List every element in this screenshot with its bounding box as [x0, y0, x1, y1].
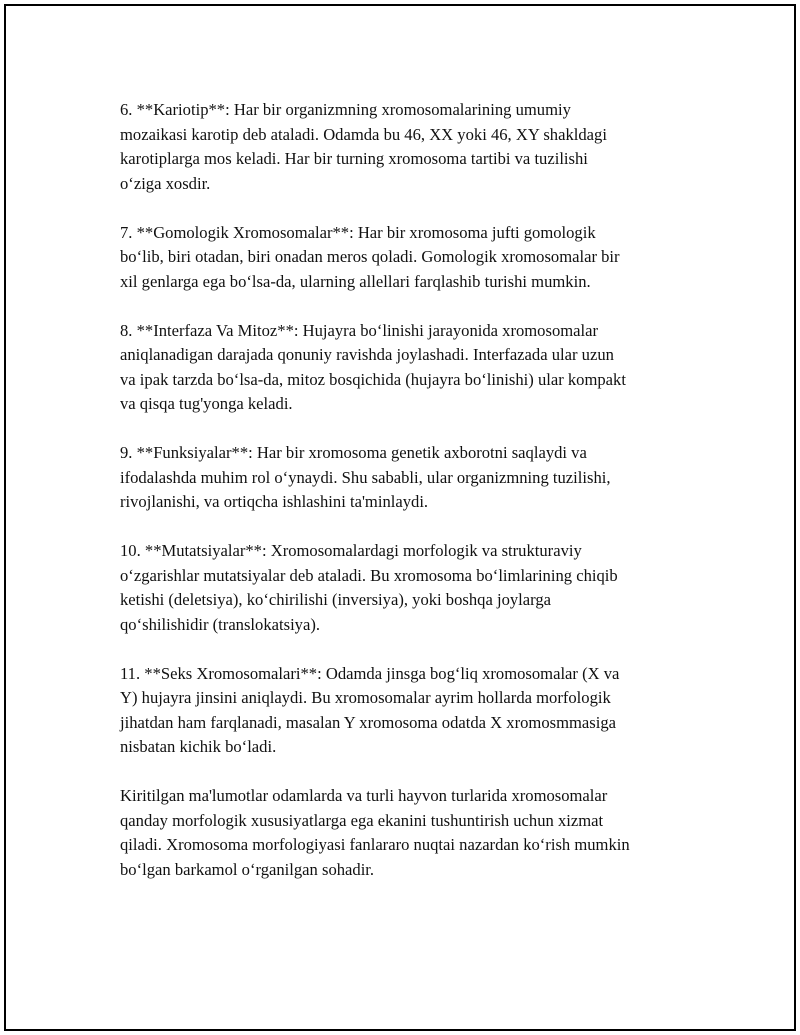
paragraph-gomologik-xromosomalar: 7. **Gomologik Xromosomalar**: Har bir xromosoma jufti gomologik bo‘lib, biri otadan, biri onadan meros qoladi. Gomologik xromosomalar bir xil genlarga ega bo‘lsa-da, ularning allellari farqlashib turishi mumkin. [120, 222, 620, 291]
paragraph-funksiyalar: 9. **Funksiyalar**: Har bir xromosoma genetik axborotni saqlaydi va ifodalashda muhim rol o‘ynaydi. Shu sababli, ular organizmning tuzilishi, rivojlanishi, va ortiqcha ishlashini ta'minlaydi. [120, 443, 611, 511]
document-body [120, 98, 700, 907]
document-page [4, 4, 796, 1031]
paragraph-mutatsiyalar: 10. **Mutatsiyalar**: Xromosomalardagi morfologik va strukturaviy o‘zgarishlar mutatsiyalar deb ataladi. Bu xromosoma bo‘limlarining chiqib ketishi (deletsiya), ko‘chirilishi (inversiya), yoki boshqa joylarga qo‘shilishidir (translokatsiya). [120, 541, 618, 634]
paragraph-seks-xromosomalari: 11. **Seks Xromosomalari**: Odamda jinsga bog‘liq xromosomalar (X va Y) hujayra jinsini aniqlaydi. Bu xromosomalar ayrim hollarda morfologik jihatdan ham farqlanadi, masalan Y xromosoma odatda X xromosmmasiga nisbatan kichik bo‘ladi. [120, 663, 620, 756]
paragraph-conclusion: Kiritilgan ma'lumotlar odamlarda va turli hayvon turlarida xromosomalar qanday morfologik xususiyatlarga ega ekanini tushuntirish uchun xizmat qiladi. Xromosoma morfologiyasi fanlararo nuqtai nazardan ko‘rish mumkin bo‘lgan barkamol o‘rganilgan sohadir. [120, 786, 630, 879]
paragraph-kariotip: 6. **Kariotip**: Har bir organizmning xromosomalarining umumiy mozaikasi karotip deb ataladi. Odamda bu 46, XX yoki 46, XY shakldagi karotiplarga mos keladi. Har bir turning xromosoma tartibi va tuzilishi o‘ziga xosdir. [120, 100, 607, 193]
paragraph-interfaza-va-mitoz: 8. **Interfaza Va Mitoz**: Hujayra bo‘linishi jarayonida xromosomalar aniqlanadigan darajada qonuniy ravishda joylashadi. Interfazada ular uzun va ipak tarzda bo‘lsa-da, mitoz bosqichida (hujayra bo‘linishi) ular kompakt va qisqa tug'yonga keladi. [120, 320, 626, 413]
